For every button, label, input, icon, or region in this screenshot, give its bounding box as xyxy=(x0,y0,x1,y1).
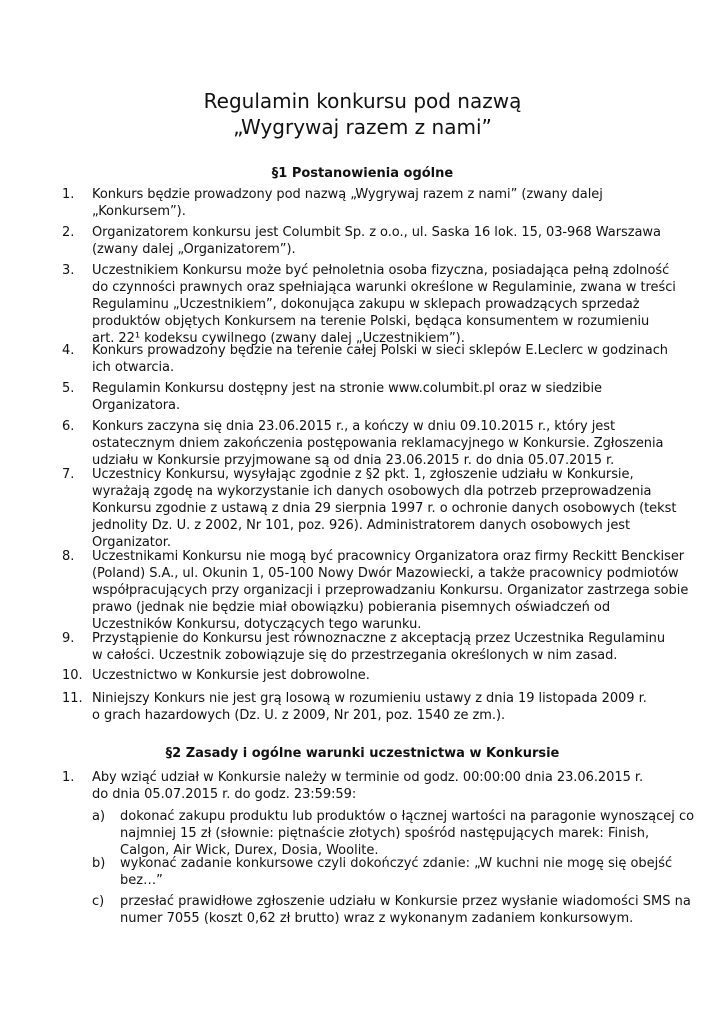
section-1-item-line: produktów objętych Konkursem na terenie Polski, będąca konsumentem w rozumieniu xyxy=(92,314,650,329)
section-1-item-line: Uczestnikami Konkursu nie mogą być pracownicy Organizatora oraz firmy Reckitt Benckiser xyxy=(92,549,685,564)
section-1-item-text xyxy=(92,342,668,376)
section-1-item-line: (zwany dalej „Organizatorem”). xyxy=(92,242,296,257)
section-1-item-line: ich otwarcia. xyxy=(92,360,175,375)
section-1-item-line: Konkurs prowadzony będzie na terenie całej Polski w sieci sklepów E.Leclerc w godzinach xyxy=(92,343,668,358)
section-1-item-number: 3. xyxy=(62,263,75,278)
section-1-item-number: 8. xyxy=(62,549,75,564)
section-1-item-line: Konkurs będzie prowadzony pod nazwą „Wygrywaj razem z nami” (zwany dalej xyxy=(92,187,603,202)
document-title-line-1: Regulamin konkursu pod nazwą xyxy=(203,89,522,113)
section-2-sub-item-line: Calgon, Air Wick, Durex, Dosia, Woolite. xyxy=(120,843,379,858)
section-2-sub-item-line: wykonać zadanie konkursowe czyli dokończyć zdanie: „W kuchni nie mogę się obejść xyxy=(120,856,673,871)
section-1-item-text xyxy=(92,418,664,469)
section-2-sub-item-line: przesłać prawidłowe zgłoszenie udziału w Konkursie przez wysłanie wiadomości SMS na xyxy=(120,894,691,909)
section-1-item-number: 1. xyxy=(62,187,75,202)
section-1-item-line: art. 22¹ kodeksu cywilnego (zwany dalej „Uczestnikiem”). xyxy=(92,331,465,346)
section-1-item-line: (Poland) S.A., ul. Okunin 1, 05-100 Nowy Dwór Mazowiecki, a także pracownicy podmiotów xyxy=(92,566,679,581)
section-1-item-line: Uczestnictwo w Konkursie jest dobrowolne. xyxy=(92,668,370,683)
section-1-item-line: współpracujących przy organizacji i przeprowadzaniu Konkursu. Organizator zastrzega sobie xyxy=(92,583,689,598)
section-2-sub-item-number: a) xyxy=(92,809,106,824)
section-1-item-line: Przystąpienie do Konkursu jest równoznaczne z akceptacją przez Uczestnika Regulaminu xyxy=(92,631,666,646)
section-1-item-text xyxy=(92,262,676,347)
section-1-item-number: 7. xyxy=(62,467,75,482)
section-1-item-text xyxy=(92,380,652,414)
section-1-item-line: Organizatora. xyxy=(92,398,181,413)
section-1-item-number: 4. xyxy=(62,343,75,358)
section-1-item-line: udziału w Konkursie przyjmowane są od dnia 23.06.2015 r. do dnia 05.07.2015 r. xyxy=(92,453,615,468)
section-2-item-line: do dnia 05.07.2015 r. do godz. 23:59:59: xyxy=(92,787,357,802)
section-1-item-line: Uczestnikiem Konkursu może być pełnoletnia osoba fizyczna, posiadająca pełną zdolność xyxy=(92,263,670,278)
section-2-sub-item-text xyxy=(120,808,695,859)
section-2-sub-item-text xyxy=(120,893,691,927)
section-1-item-line: w całości. Uczestnik zobowiązuje się do przestrzegania określonych w nim zasad. xyxy=(92,648,618,663)
section-1-item-line: Organizatorem konkursu jest Columbit Sp. z o.o., ul. Saska 16 lok. 15, 03-968 Warszawa xyxy=(92,225,661,240)
section-1-item-text xyxy=(92,466,677,551)
section-1-item-line: do czynności prawnych oraz spełniająca warunki określone w Regulaminie, zwana w treści xyxy=(92,280,676,295)
section-2-sub-item-line: numer 7055 (koszt 0,62 zł brutto) wraz z wykonanym zadaniem konkursowym. xyxy=(120,911,634,926)
section-2-sub-item-line: bez…” xyxy=(120,873,163,888)
section-1-item-line: wyrażają zgodę na wykorzystanie ich danych osobowych dla potrzeb przeprowadzenia xyxy=(92,484,652,499)
section-1-item-number: 9. xyxy=(62,631,75,646)
section-2-sub-item-number: b) xyxy=(92,856,106,871)
section-1-heading: §1 Postanowienia ogólne xyxy=(271,166,454,181)
section-2-item-line: Aby wziąć udział w Konkursie należy w terminie od godz. 00:00:00 dnia 23.06.2015 r. xyxy=(92,770,644,785)
section-1-item-line: Uczestników Konkursu, dotyczących tego warunku. xyxy=(92,617,422,632)
section-2-sub-item-line: najmniej 15 zł (słownie: piętnaście złotych) spośród następujących marek: Finish, xyxy=(120,826,650,841)
section-1-item-text xyxy=(92,186,652,220)
section-1-item-line: Organizator. xyxy=(92,535,171,550)
section-1-item-text xyxy=(92,548,689,633)
section-1-item-line: ostatecznym dniem zakończenia postępowania reklamacyjnego w Konkursie. Zgłoszenia xyxy=(92,436,664,451)
section-1-item-text xyxy=(92,224,661,258)
section-2-sub-item-number: c) xyxy=(92,894,105,909)
section-2-sub-item-text xyxy=(120,855,673,889)
section-2-sub-item-line: dokonać zakupu produktu lub produktów o łącznej wartości na paragonie wynoszącej co xyxy=(120,809,695,824)
section-1-item-line: „Konkursem”). xyxy=(92,204,186,219)
section-1-item-number: 11. xyxy=(62,691,83,706)
section-1-item-number: 6. xyxy=(62,419,75,434)
section-1-item-line: Uczestnicy Konkursu, wysyłając zgodnie z §2 pkt. 1, zgłoszenie udziału w Konkursie, xyxy=(92,467,634,482)
section-1-item-number: 2. xyxy=(62,225,75,240)
section-1-item-number: 5. xyxy=(62,381,75,396)
section-1-item-text xyxy=(92,630,666,664)
section-1-item-text xyxy=(92,690,652,724)
section-1-item-line: Regulaminu „Uczestnikiem”, dokonująca zakupu w sklepach prowadzących sprzedaż xyxy=(92,297,640,312)
section-2-heading: §2 Zasady i ogólne warunki uczestnictwa w Konkursie xyxy=(165,746,560,761)
section-1-item-line: Konkurs zaczyna się dnia 23.06.2015 r., a kończy w dniu 09.10.2015 r., który jest xyxy=(92,419,615,434)
section-1-item-line: Niniejszy Konkurs nie jest grą losową w rozumieniu ustawy z dnia 19 listopada 2009 r. xyxy=(92,691,647,706)
document-title-line-2: „Wygrywaj razem z nami” xyxy=(233,115,492,139)
section-1-item-line: prawo (jednak nie będzie miał obowiązku) pobierania pisemnych oświadczeń od xyxy=(92,600,611,615)
section-1-item-line: jednolity Dz. U. z 2002, Nr 101, poz. 926). Administratorem danych osobowych jest xyxy=(92,518,631,533)
section-1-item-line: o grach hazardowych (Dz. U. z 2009, Nr 201, poz. 1540 ze zm.). xyxy=(92,708,506,723)
section-2-item-text xyxy=(92,769,652,803)
section-1-item-line: Regulamin Konkursu dostępny jest na stronie www.columbit.pl oraz w siedzibie xyxy=(92,381,602,396)
section-1-item-text xyxy=(92,667,652,684)
section-1-item-line: Konkursu zgodnie z ustawą z dnia 29 sierpnia 1997 r. o ochronie danych osobowych (tekst xyxy=(92,501,677,516)
section-2-item-number: 1. xyxy=(62,770,75,785)
section-1-item-number: 10. xyxy=(62,668,83,683)
